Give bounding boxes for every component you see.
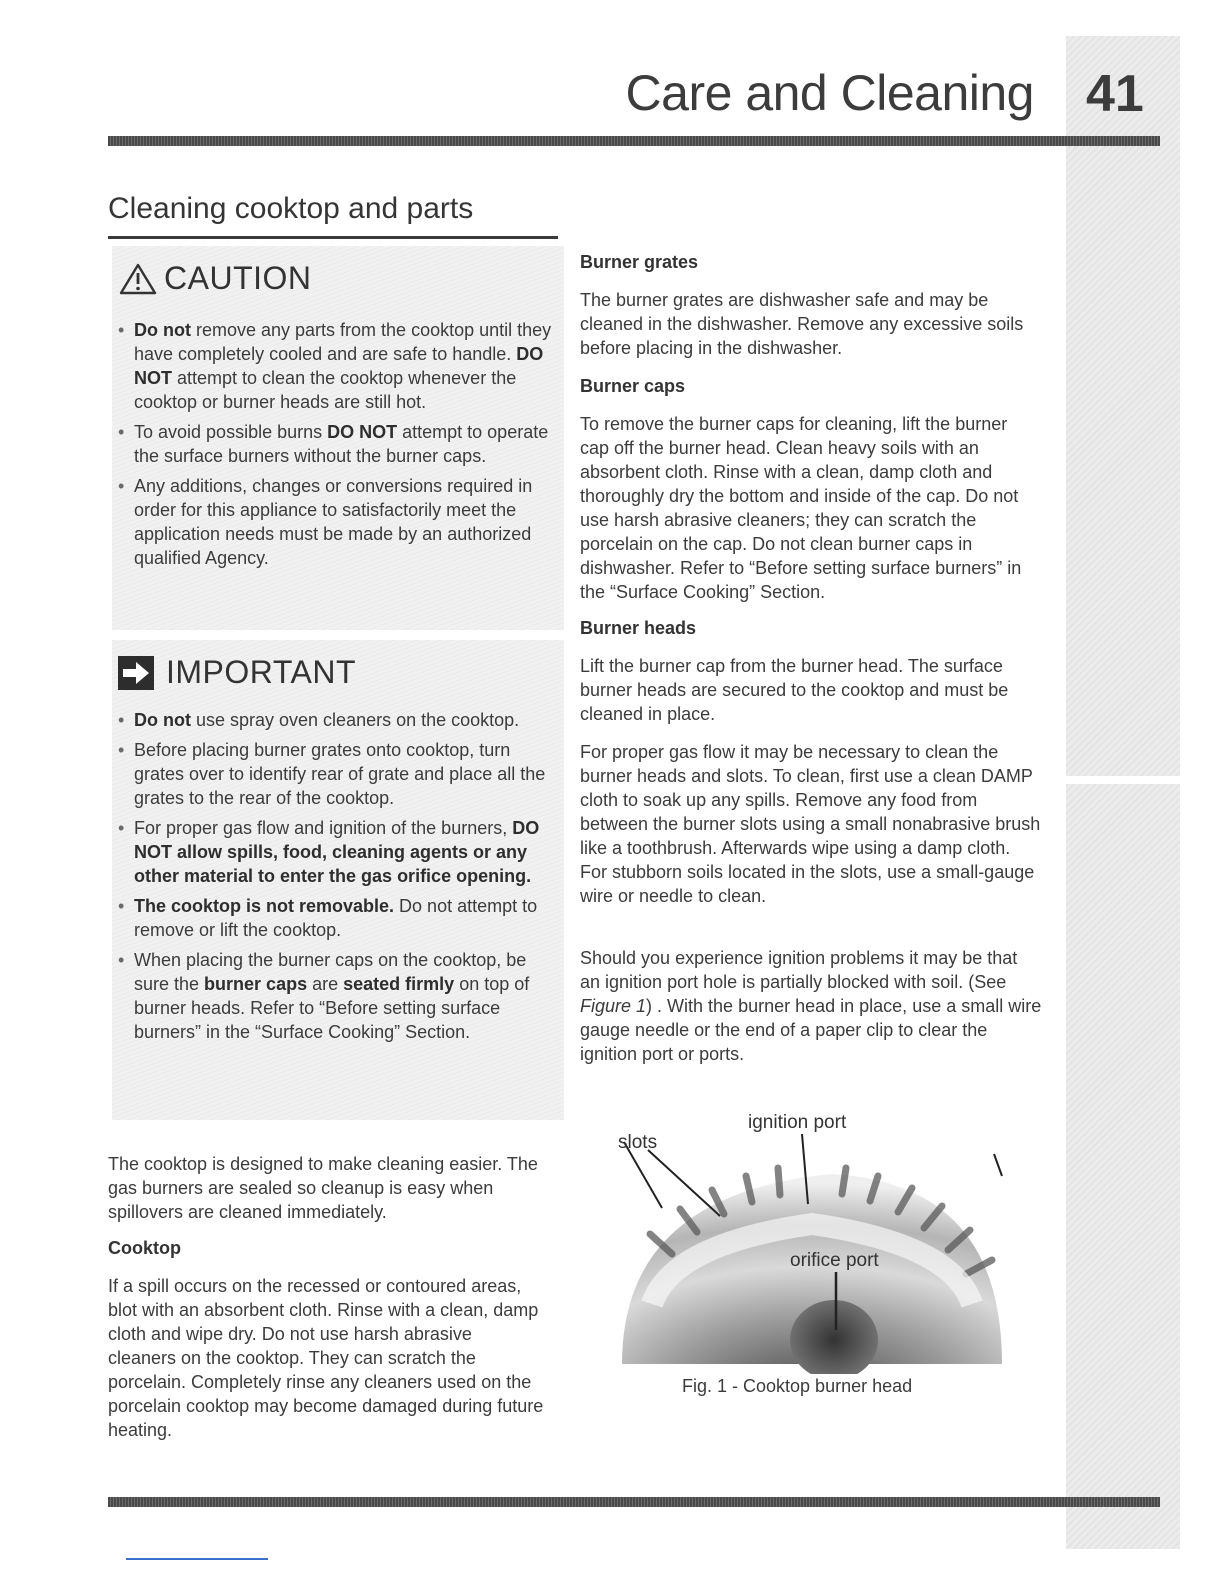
bullet-item <box>114 738 560 810</box>
bullet-item <box>114 948 560 1044</box>
bold-text: Do not <box>134 710 191 730</box>
text-run: remove any parts from the cooktop until they have completely cooled and are safe to handle. <box>134 320 552 364</box>
warning-triangle-icon <box>118 262 158 296</box>
ignition-text-after: ) . With the burner head in place, use a small wire gauge needle or the end of a paper clip to clear the ignition port or ports. <box>580 996 1042 1064</box>
figure-caption: Fig. 1 - Cooktop burner head <box>682 1376 913 1396</box>
burner-grates-heading: Burner grates <box>580 252 699 272</box>
section-title: Cleaning cooktop and parts <box>108 192 474 225</box>
burner-head-figure <box>612 1104 1032 1374</box>
bold-text: Do not <box>134 320 191 340</box>
figure-reference: Figure 1 <box>580 996 647 1016</box>
ignition-text-before: Should you experience ignition problems it may be that an ignition port hole is partially blocked with soil. (See <box>580 948 1018 992</box>
burner-caps-heading: Burner caps <box>580 376 686 396</box>
side-tab-decoration <box>1066 784 1180 1549</box>
text-run: When placing the burner caps on the cooktop, be sure the <box>134 950 527 994</box>
bullet-item <box>114 816 560 888</box>
text-run: To avoid possible burns <box>134 422 328 442</box>
footer-rule <box>108 1497 1160 1507</box>
burner-heads-paragraph-1: Lift the burner cap from the burner head. The surface burner heads are secured to the cooktop and must be cleaned in place. <box>580 656 1009 724</box>
bold-text: DO NOT <box>134 344 544 388</box>
text-run: are <box>307 974 344 994</box>
bullet-item <box>114 420 560 468</box>
text-run: attempt to operate the surface burners without the burner caps. <box>134 422 549 466</box>
header-rule <box>108 136 1160 146</box>
text-run: Any additions, changes or conversions required in order for this appliance to satisfactorily meet the application needs must be made by an authorized qualified Agency. <box>134 476 533 568</box>
section-underline <box>108 236 558 239</box>
footer-link-underline <box>126 1558 268 1560</box>
bullet-item <box>114 318 560 414</box>
label-orifice-port: orifice port <box>790 1250 879 1271</box>
burner-head-illustration <box>612 1104 1032 1374</box>
text-run: on top of burner heads. Refer to “Before setting surface burners” in the “Surface Cooking” Section. <box>134 974 530 1042</box>
page-header-title: Care and Cleaning <box>625 65 1034 121</box>
burner-grates-paragraph: The burner grates are dishwasher safe and may be cleaned in the dishwasher. Remove any excessive soils before placing in the dishwasher. <box>580 290 1024 358</box>
side-tab-decoration <box>1066 36 1180 776</box>
bold-text: DO NOT allow spills, food, cleaning agents or any other material to enter the gas orifice opening. <box>134 818 540 886</box>
burner-heads-paragraph-2: For proper gas flow it may be necessary to clean the burner heads and slots. To clean, first use a clean DAMP cloth to soak up any spills. Remove any food from between the burner slots using a small nonabrasive brush like a toothbrush. Afterwards wipe using a damp cloth. For stubborn soils located in the slots, use a small-gauge wire or needle to clean. <box>580 742 1041 906</box>
arrow-right-icon <box>118 656 154 690</box>
label-ignition-port: ignition port <box>748 1112 847 1133</box>
bullet-item <box>114 474 560 570</box>
text-run: Do not attempt to remove or lift the cooktop. <box>134 896 538 940</box>
caution-title: CAUTION <box>164 260 312 296</box>
page-number: 41 <box>1086 65 1144 123</box>
bullet-item <box>114 894 560 942</box>
important-list <box>114 708 560 1050</box>
important-title: IMPORTANT <box>166 654 356 690</box>
intro-paragraph: The cooktop is designed to make cleaning easier. The gas burners are sealed so cleanup is easy when spillovers are cleaned immediately. <box>108 1154 538 1222</box>
bold-text: The cooktop is not removable. <box>134 896 395 916</box>
text-run: attempt to clean the cooktop whenever the cooktop or burner heads are still hot. <box>134 368 517 412</box>
text-run: For proper gas flow and ignition of the burners, <box>134 818 513 838</box>
text-run: use spray oven cleaners on the cooktop. <box>190 710 520 730</box>
bold-text: DO NOT <box>327 422 398 442</box>
caution-header <box>118 260 312 297</box>
cooktop-heading: Cooktop <box>108 1238 181 1258</box>
important-header <box>118 654 356 691</box>
bold-text: seated firmly <box>343 974 455 994</box>
burner-heads-paragraph-3 <box>580 946 1042 1066</box>
burner-heads-heading: Burner heads <box>580 618 697 638</box>
label-slots: slots <box>618 1132 658 1153</box>
bullet-item <box>114 708 560 732</box>
burner-caps-paragraph: To remove the burner caps for cleaning, lift the burner cap off the burner head. Clean heavy soils with an absorbent cloth. Rinse with a clean, damp cloth and thoroughly dry the bottom and inside of the cap. Do not use harsh abrasive cleaners; they can scratch the porcelain on the cap. Do not clean burner caps in dishwasher. Refer to “Before setting surface burners” in the “Surface Cooking” Section. <box>580 414 1022 602</box>
text-run: Before placing burner grates onto cooktop, turn grates over to identify rear of grate and place all the grates to the rear of the cooktop. <box>134 740 546 808</box>
caution-list <box>114 318 560 576</box>
cooktop-paragraph: If a spill occurs on the recessed or contoured areas, blot with an absorbent cloth. Rinse with a clean, damp cloth and wipe dry. Do not use harsh abrasive cleaners on the cooktop. They can scratch the porcelain. Completely rinse any cleaners used on the porcelain cooktop may become damaged during future heating. <box>108 1276 544 1440</box>
bold-text: burner caps <box>204 974 308 994</box>
